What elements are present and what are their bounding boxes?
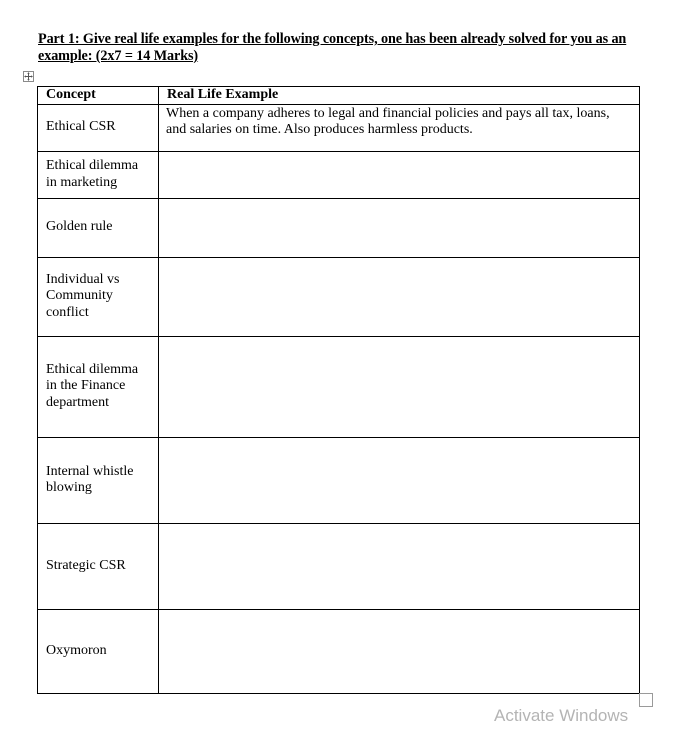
concept-cell: Individual vs Community conflict xyxy=(38,257,159,336)
part-1-heading: Part 1: Give real life examples for the following concepts, one has been already solved for you as an example: (2x7 = 14 Marks) xyxy=(38,31,627,64)
table-row xyxy=(38,198,640,257)
table-row xyxy=(38,609,640,693)
table-header-row xyxy=(38,87,640,105)
table-row xyxy=(38,151,640,198)
example-cell[interactable] xyxy=(159,198,640,257)
table-row xyxy=(38,257,640,336)
table-row xyxy=(38,104,640,151)
corner-square-icon xyxy=(639,693,653,707)
concept-cell: Ethical CSR xyxy=(38,104,159,151)
concepts-table xyxy=(37,86,640,694)
example-cell[interactable] xyxy=(159,336,640,437)
table-row xyxy=(38,336,640,437)
concept-cell: Strategic CSR xyxy=(38,523,159,609)
header-concept: Concept xyxy=(38,87,159,105)
table-move-handle-icon[interactable] xyxy=(23,71,34,82)
concept-cell: Internal whistle blowing xyxy=(38,437,159,523)
example-cell[interactable] xyxy=(159,151,640,198)
example-cell[interactable] xyxy=(159,609,640,693)
concept-cell: Ethical dilemma in marketing xyxy=(38,151,159,198)
concept-cell: Golden rule xyxy=(38,198,159,257)
example-cell[interactable] xyxy=(159,257,640,336)
activate-windows-watermark: Activate Windows xyxy=(494,706,629,725)
concept-cell: Ethical dilemma in the Finance department xyxy=(38,336,159,437)
header-real-life-example: Real Life Example xyxy=(159,87,640,105)
example-cell[interactable]: When a company adheres to legal and financial policies and pays all tax, loans, and salaries on time. Also produces harmless products. xyxy=(159,104,640,151)
example-cell[interactable] xyxy=(159,437,640,523)
table-row xyxy=(38,523,640,609)
concept-cell: Oxymoron xyxy=(38,609,159,693)
example-cell[interactable] xyxy=(159,523,640,609)
table-row xyxy=(38,437,640,523)
